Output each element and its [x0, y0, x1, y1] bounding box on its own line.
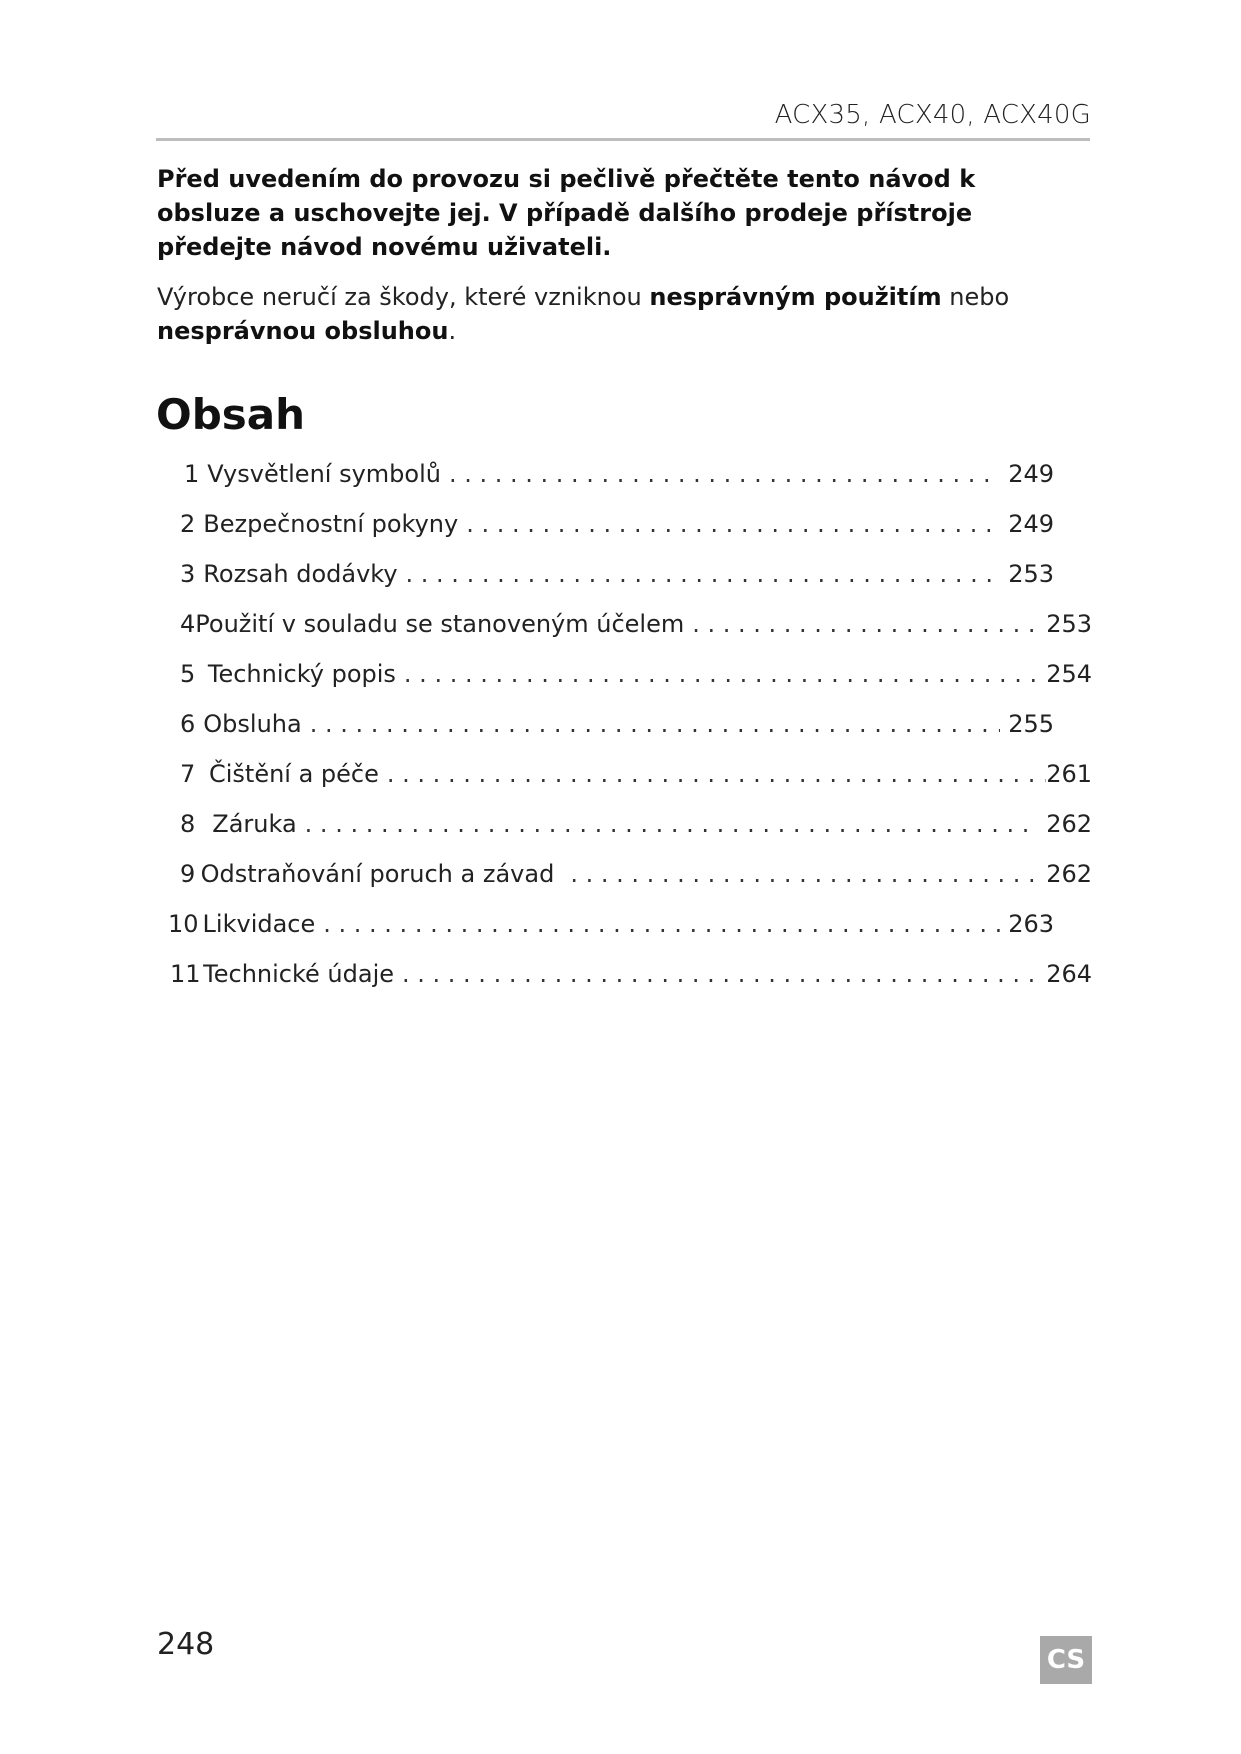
- toc-entry-page: 254: [1046, 660, 1092, 688]
- toc-entry-label: Technický popis: [207, 660, 396, 688]
- toc-leader-dots: [406, 560, 1001, 588]
- header-model-names: ACX35, ACX40, ACX40G: [774, 100, 1091, 130]
- toc-entry[interactable]: [180, 860, 1092, 896]
- toc-entry-label: Záruka: [212, 810, 297, 838]
- toc-leader-dots: [305, 810, 1039, 838]
- toc-entry-page: 249: [1008, 510, 1054, 538]
- toc-leader-dots: [570, 860, 1038, 888]
- toc-entry-label: Vysvětlení symbolů: [207, 460, 441, 488]
- toc-leader-dots: [402, 960, 1038, 988]
- toc-leader-dots: [387, 760, 1046, 788]
- disclaimer-text-2: nebo: [941, 283, 1010, 311]
- toc-entry[interactable]: [180, 510, 1054, 546]
- toc-leader-dots: [404, 660, 1038, 688]
- toc-entry-number: 8: [180, 810, 196, 838]
- toc-entry-number: 5: [180, 660, 196, 688]
- disclaimer-bold-2: nesprávnou obsluhou: [157, 317, 449, 345]
- toc-entry-page: 261: [1046, 760, 1092, 788]
- toc-entry-number: 4: [180, 610, 196, 638]
- toc-entry[interactable]: [180, 810, 1092, 846]
- toc-entry-page: 255: [1008, 710, 1054, 738]
- toc-entry[interactable]: [180, 710, 1054, 746]
- toc-entry-page: 249: [1008, 460, 1054, 488]
- toc-entry-number: 1: [184, 460, 200, 488]
- disclaimer-text-3: .: [448, 317, 457, 345]
- toc-entry-number: 6: [180, 710, 196, 738]
- toc-entry[interactable]: [180, 560, 1054, 596]
- header-divider: [156, 138, 1090, 141]
- toc-entry[interactable]: [168, 910, 1054, 946]
- intro-disclaimer: [157, 280, 1057, 348]
- toc-entry[interactable]: [170, 960, 1092, 996]
- toc-entry[interactable]: [180, 760, 1092, 796]
- toc-entry-label: Technické údaje: [203, 960, 395, 988]
- toc-entry-page: 263: [1008, 910, 1054, 938]
- toc-leader-dots: [323, 910, 1000, 938]
- toc-entry-number: 7: [180, 760, 196, 788]
- toc-entry-page: 262: [1046, 860, 1092, 888]
- toc-entry-label: Odstraňování poruch a závad: [200, 860, 555, 888]
- toc-entry-page: 253: [1046, 610, 1092, 638]
- toc-entry-number: 11: [170, 960, 201, 988]
- toc-entry-label: Rozsah dodávky: [203, 560, 398, 588]
- intro-warning: Před uvedením do provozu si pečlivě přečtěte tento návod k obsluze a uschovejte jej. V případě dalšího prodeje přístroje předejte návod novému uživateli.: [157, 165, 976, 261]
- toc-entry-label: Likvidace: [202, 910, 316, 938]
- toc-leader-dots: [310, 710, 1000, 738]
- toc-entry-page: 262: [1046, 810, 1092, 838]
- toc-entry[interactable]: [184, 460, 1054, 496]
- toc-leader-dots: [692, 610, 1038, 638]
- toc-entry-page: 264: [1046, 960, 1092, 988]
- toc-entry-label: Obsluha: [203, 710, 302, 738]
- toc-leader-dots: [449, 460, 1000, 488]
- toc-leader-dots: [466, 510, 1000, 538]
- toc-entry-label: Bezpečnostní pokyny: [203, 510, 459, 538]
- toc-title: Obsah: [156, 390, 306, 439]
- toc-entry-label: Použití v souladu se stanoveným účelem: [195, 610, 685, 638]
- toc-entry-number: 3: [180, 560, 196, 588]
- toc-entry-page: 253: [1008, 560, 1054, 588]
- toc-entry-label: Čištění a péče: [208, 760, 379, 788]
- toc-entry[interactable]: [180, 610, 1092, 646]
- toc-entry-number: 9: [180, 860, 196, 888]
- disclaimer-bold-1: nesprávným použitím: [649, 283, 942, 311]
- page-number: 248: [157, 1627, 215, 1662]
- toc-entry-number: 2: [180, 510, 196, 538]
- language-badge: CS: [1040, 1636, 1092, 1684]
- toc-entry-number: 10: [168, 910, 199, 938]
- disclaimer-text-1: Výrobce neručí za škody, které vzniknou: [157, 283, 650, 311]
- toc-entry[interactable]: [180, 660, 1092, 696]
